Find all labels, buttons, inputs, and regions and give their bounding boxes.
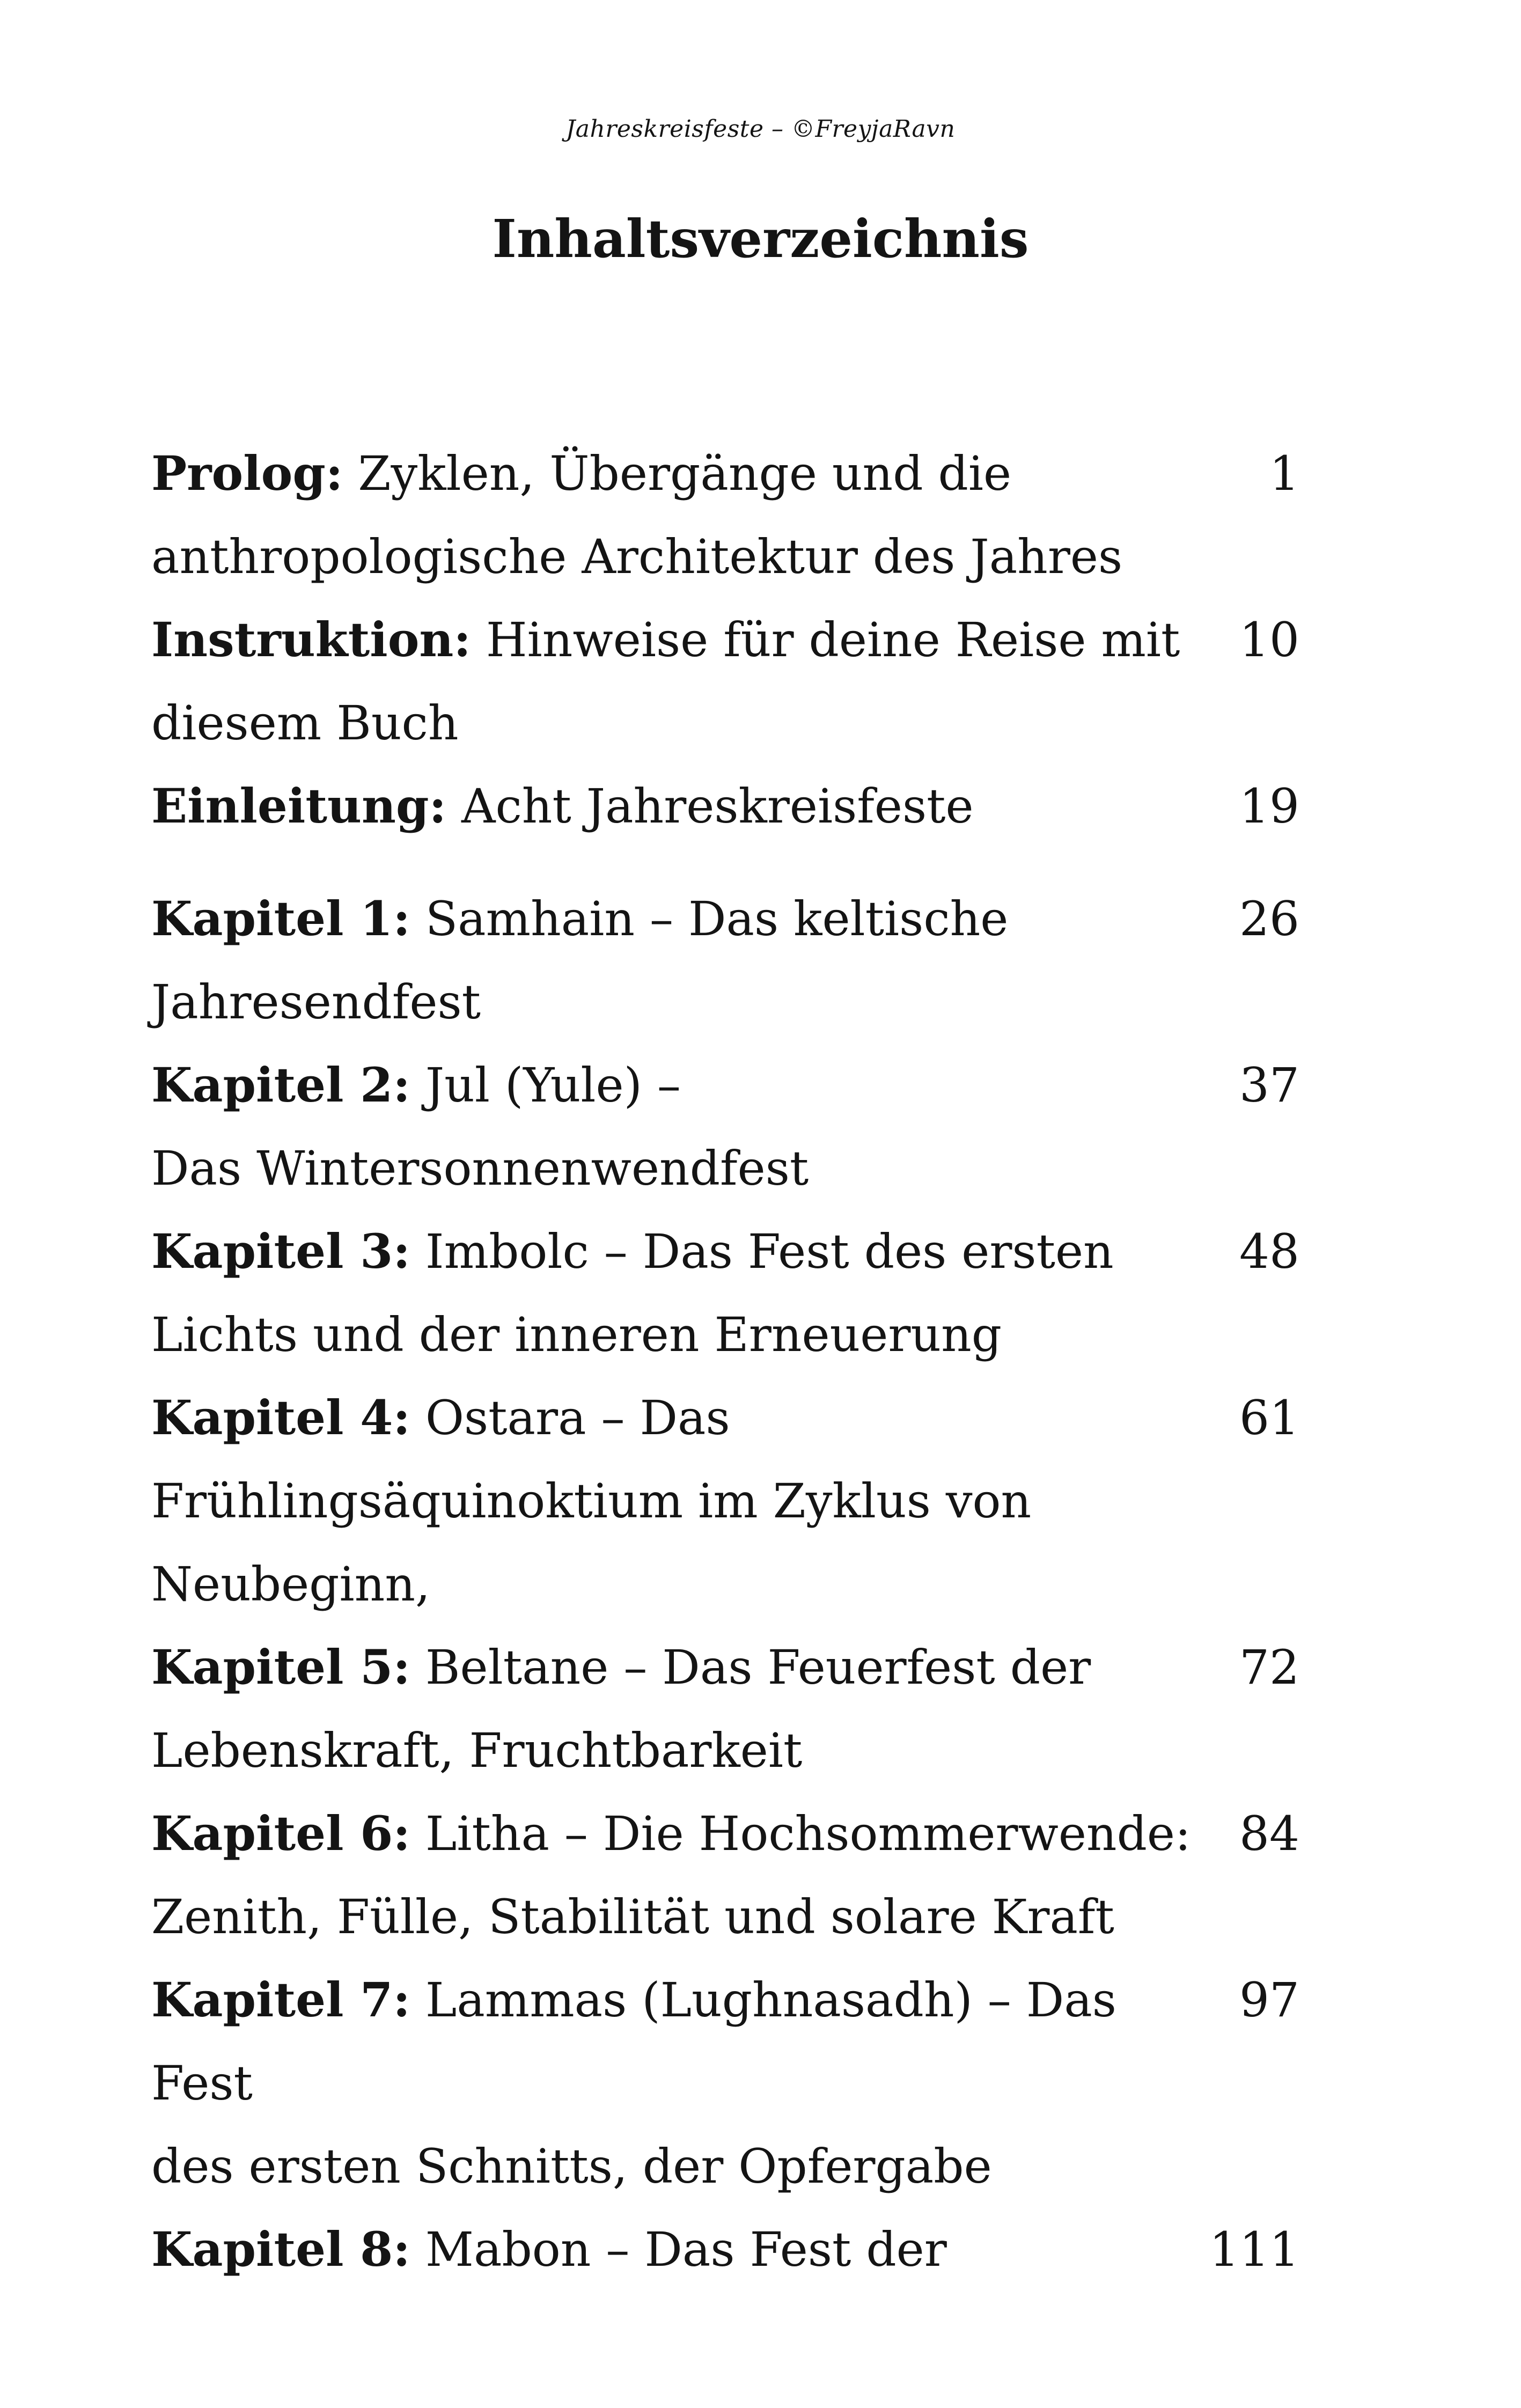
toc-entry-line: Mabon – Das Fest der bbox=[425, 2222, 947, 2277]
toc-entry-line: Jul (Yule) – bbox=[425, 1058, 681, 1113]
toc-entry-kapitel-1 bbox=[151, 877, 1299, 1044]
toc-page-number: 19 bbox=[1239, 779, 1299, 834]
toc-entry-prolog bbox=[151, 432, 1299, 598]
toc-entry-text bbox=[151, 1044, 1203, 1127]
toc-entry-text bbox=[151, 1210, 1203, 1293]
toc-page-number: 1 bbox=[1269, 446, 1299, 501]
toc-entry-kapitel-6 bbox=[151, 1792, 1299, 1958]
table-of-contents bbox=[151, 432, 1299, 2291]
toc-entry-label: Instruktion: bbox=[151, 612, 471, 667]
running-header: Jahreskreisfeste – ©FreyjaRavn bbox=[565, 115, 956, 143]
toc-page-number: 72 bbox=[1239, 1640, 1299, 1695]
toc-entry-kapitel-2 bbox=[151, 1044, 1299, 1210]
toc-entry-line: Zyklen, Übergänge und die bbox=[358, 446, 1012, 501]
toc-entry-line: Frühlingsäquinoktium im Zyklus von bbox=[151, 1473, 1032, 1529]
toc-entry-line: Acht Jahreskreisfeste bbox=[461, 779, 974, 834]
toc-entry-line: Das Wintersonnenwendfest bbox=[151, 1141, 809, 1196]
toc-entry-line: Beltane – Das Feuerfest der bbox=[425, 1640, 1091, 1695]
toc-entry-label: Kapitel 8: bbox=[151, 2221, 410, 2277]
toc-entry-label: Prolog: bbox=[151, 445, 343, 501]
toc-entry-text bbox=[151, 1376, 1203, 1459]
toc-entry-line: anthropologische Architektur des Jahres bbox=[151, 529, 1123, 584]
toc-entry-label: Kapitel 1: bbox=[151, 891, 410, 946]
toc-entry-line: Zenith, Fülle, Stabilität und solare Kraft bbox=[151, 1889, 1114, 1944]
toc-entry-text bbox=[151, 1958, 1203, 2125]
toc-entry-line: Lichts und der inneren Erneuerung bbox=[151, 1307, 1002, 1362]
toc-entry-line: Hinweise für deine Reise mit bbox=[486, 612, 1180, 667]
toc-entry-text bbox=[151, 1626, 1203, 1709]
toc-entry-line: Samhain – Das keltische bbox=[425, 891, 1009, 946]
toc-entry-label: Kapitel 4: bbox=[151, 1390, 410, 1445]
toc-entry-einleitung bbox=[151, 765, 1299, 848]
toc-entry-kapitel-8 bbox=[151, 2208, 1299, 2291]
toc-entry-label: Kapitel 6: bbox=[151, 1805, 410, 1861]
toc-entry-text bbox=[151, 1792, 1203, 1875]
toc-page-number: 97 bbox=[1239, 1972, 1299, 2028]
toc-entry-text bbox=[151, 877, 1203, 960]
toc-entry-line: Ostara – Das bbox=[425, 1390, 730, 1445]
toc-entry-label: Kapitel 7: bbox=[151, 1972, 410, 2028]
toc-entry-label: Kapitel 3: bbox=[151, 1223, 410, 1279]
toc-page-number: 37 bbox=[1239, 1058, 1299, 1113]
toc-entry-line: Jahresendfest bbox=[151, 974, 481, 1030]
toc-entry-line: Neubeginn, bbox=[151, 1557, 430, 1612]
toc-entry-kapitel-5 bbox=[151, 1626, 1299, 1792]
toc-entry-line: des ersten Schnitts, der Opfergabe bbox=[151, 2139, 992, 2194]
toc-entry-text bbox=[151, 432, 1203, 515]
toc-entry-text bbox=[151, 2208, 1203, 2291]
toc-entry-text bbox=[151, 598, 1203, 681]
toc-title: Inhaltsverzeichnis bbox=[492, 208, 1029, 269]
toc-entry-kapitel-7 bbox=[151, 1958, 1299, 2208]
toc-page-number: 61 bbox=[1239, 1390, 1299, 1445]
toc-entry-line: Litha – Die Hochsommerwende: bbox=[425, 1806, 1191, 1861]
toc-entry-line: Lebenskraft, Fruchtbarkeit bbox=[151, 1723, 803, 1778]
toc-page-number: 111 bbox=[1209, 2222, 1299, 2277]
toc-entry-text bbox=[151, 765, 1203, 848]
toc-entry-kapitel-4 bbox=[151, 1376, 1299, 1626]
toc-entry-label: Einleitung: bbox=[151, 778, 446, 834]
toc-page-number: 10 bbox=[1239, 612, 1299, 667]
toc-entry-label: Kapitel 2: bbox=[151, 1057, 410, 1113]
toc-page-number: 48 bbox=[1239, 1224, 1299, 1279]
toc-page-number: 84 bbox=[1239, 1806, 1299, 1861]
toc-entry-line: diesem Buch bbox=[151, 695, 459, 751]
toc-entry-instruktion bbox=[151, 598, 1299, 765]
toc-entry-line: Imbolc – Das Fest des ersten bbox=[425, 1224, 1114, 1279]
toc-entry-line: Lammas (Lughnasadh) – Das Fest bbox=[151, 1972, 1116, 2111]
toc-entry-label: Kapitel 5: bbox=[151, 1639, 410, 1695]
toc-page-number: 26 bbox=[1239, 891, 1299, 946]
toc-entry-kapitel-3 bbox=[151, 1210, 1299, 1376]
